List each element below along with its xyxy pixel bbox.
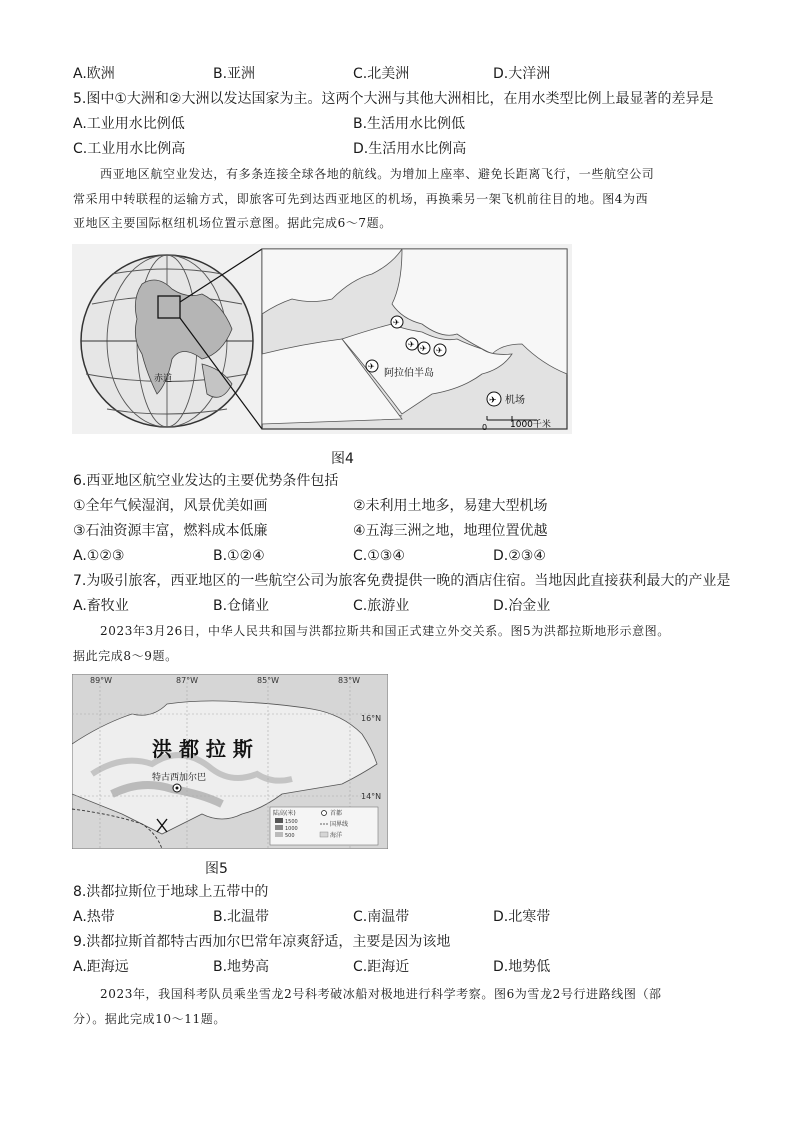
figure-4 xyxy=(72,244,572,434)
svg-text:✈: ✈ xyxy=(436,346,443,355)
option-b: B.亚洲 xyxy=(213,66,256,82)
option-d: D.北寒带 xyxy=(493,909,551,925)
option-b: B.①②④ xyxy=(213,548,265,564)
option-c: C.南温带 xyxy=(353,909,410,925)
item-1: ①全年气候湿润，风景优美如画 xyxy=(73,498,268,514)
q8-stem: 8.洪都拉斯位于地球上五带中的 xyxy=(73,884,269,900)
option-d: D.生活用水比例高 xyxy=(353,141,467,157)
option-b: B.仓储业 xyxy=(213,598,270,614)
item-4: ④五海三洲之地，地理位置优越 xyxy=(353,523,548,539)
figure-5 xyxy=(72,674,388,849)
fig5-legend xyxy=(270,807,378,845)
q7-stem: 7.为吸引旅客，西亚地区的一些航空公司为旅客免费提供一晚的酒店住宿。当地因此直接获利最大的产业是 xyxy=(73,573,731,589)
legend-ocean: 海洋 xyxy=(330,832,343,839)
option-a: A.距海远 xyxy=(73,959,129,975)
airport-legend-label: 机场 xyxy=(505,395,525,406)
passage3-line2: 分）。据此完成10～11题。 xyxy=(73,1012,226,1026)
option-a: A.工业用水比例低 xyxy=(73,116,185,132)
option-b: B.地势高 xyxy=(213,959,270,975)
option-a: A.畜牧业 xyxy=(73,598,129,614)
passage1-line3: 亚地区主要国际枢纽机场位置示意图。据此完成6～7题。 xyxy=(73,216,392,230)
option-c: C.北美洲 xyxy=(353,66,410,82)
option-b: B.北温带 xyxy=(213,909,270,925)
option-a: A.①②③ xyxy=(73,548,125,564)
passage3-line1: 2023年，我国科考队员乘坐雪龙2号科考破冰船对极地进行科学考察。图6为雪龙2号行进路线图（部 xyxy=(100,987,662,1001)
legend-level-1500: 1500 xyxy=(285,819,298,825)
option-c: C.①③④ xyxy=(353,548,405,564)
inset-map xyxy=(262,249,567,432)
capital-label: 特古西加尔巴 xyxy=(152,773,207,783)
arabian-peninsula-label: 阿拉伯半岛 xyxy=(384,368,434,379)
q5-stem: 5.图中①大洲和②大洲以发达国家为主。这两个大洲与其他大洲相比，在用水类型比例上最显著的差异是 xyxy=(73,91,714,107)
figure-5-drawing xyxy=(72,674,388,849)
option-d: D.冶金业 xyxy=(493,598,551,614)
legend-border: 国界线 xyxy=(330,821,349,828)
lon-83w: 83°W xyxy=(338,676,361,685)
figure-4-caption: 图4 xyxy=(331,451,354,467)
legend-capital: 首都 xyxy=(330,810,343,817)
passage1-line1: 西亚地区航空业发达，有多条连接全球各地的航线。为增加上座率、避免长距离飞行，一些航空公司 xyxy=(100,167,655,181)
option-c: C.旅游业 xyxy=(353,598,410,614)
option-d: D.大洋洲 xyxy=(493,66,551,82)
legend-title: 陆高(米) xyxy=(273,810,296,817)
svg-text:✈: ✈ xyxy=(408,340,415,349)
legend-level-1000: 1000 xyxy=(285,826,298,832)
scale-zero: 0 xyxy=(482,423,488,432)
passage2-line2: 据此完成8～9题。 xyxy=(73,649,178,663)
lon-87w: 87°W xyxy=(176,676,199,685)
equator-label: 赤道 xyxy=(154,374,173,384)
country-label: 洪 都 拉 斯 xyxy=(152,737,253,761)
option-a: A.欧洲 xyxy=(73,66,115,82)
lon-85w: 85°W xyxy=(257,676,280,685)
svg-text:✈: ✈ xyxy=(420,344,427,353)
lat-14n: 14°N xyxy=(361,792,382,801)
q6-stem: 6.西亚地区航空业发达的主要优势条件包括 xyxy=(73,473,339,489)
svg-text:✈: ✈ xyxy=(393,318,400,327)
option-d: D.地势低 xyxy=(493,959,551,975)
option-b: B.生活用水比例低 xyxy=(353,116,466,132)
scale-label: 1000千米 xyxy=(510,420,551,430)
q9-stem: 9.洪都拉斯首都特古西加尔巴常年凉爽舒适，主要是因为该地 xyxy=(73,934,451,950)
figure-5-caption: 图5 xyxy=(205,861,228,877)
option-d: D.②③④ xyxy=(493,548,546,564)
item-2: ②未利用土地多，易建大型机场 xyxy=(353,498,548,514)
lon-89w: 89°W xyxy=(90,676,113,685)
option-c: C.距海近 xyxy=(353,959,410,975)
figure-4-drawing xyxy=(72,244,572,434)
legend-level-500: 500 xyxy=(285,833,295,839)
passage2-line1: 2023年3月26日，中华人民共和国与洪都拉斯共和国正式建立外交关系。图5为洪都拉斯地形示意图。 xyxy=(100,624,670,638)
option-c: C.工业用水比例高 xyxy=(73,141,186,157)
item-3: ③石油资源丰富，燃料成本低廉 xyxy=(73,523,268,539)
passage1-line2: 常采用中转联程的运输方式，即旅客可先到达西亚地区的机场，再换乘另一架飞机前往目的地。图4为西 xyxy=(73,192,649,206)
airport-legend-icon: ✈ xyxy=(489,396,497,406)
svg-text:✈: ✈ xyxy=(368,362,375,371)
lat-16n: 16°N xyxy=(361,714,382,723)
option-a: A.热带 xyxy=(73,909,115,925)
globe xyxy=(81,249,262,429)
